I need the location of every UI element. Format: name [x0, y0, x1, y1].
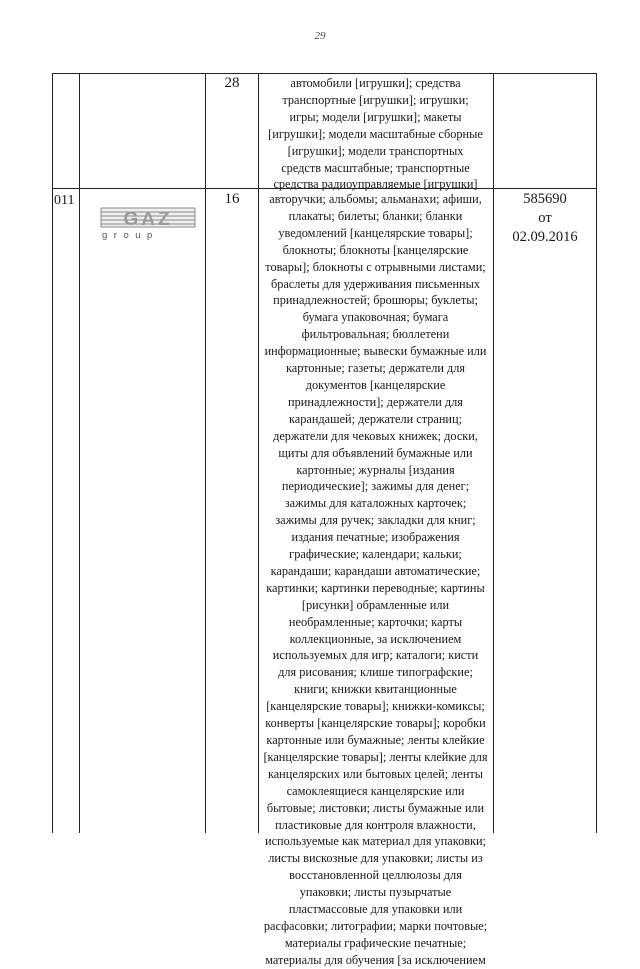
goods-line: периодические]; зажимы для денег; [281, 479, 470, 494]
goods-line: зажимы для каталожных карточек; [284, 496, 467, 511]
registration-date: 02.09.2016 [512, 229, 578, 245]
goods-line: самоклеящиеся канцелярские или [286, 783, 465, 798]
gaz-group-logo [100, 205, 196, 245]
goods-line: автомобили [игрушки]; средства [290, 76, 461, 90]
goods-line: издания печатные; изображения [291, 530, 460, 545]
goods-line: для рисования; клише типографские; [278, 665, 473, 680]
goods-line: фильтровальная; бюллетени [301, 327, 450, 342]
goods-line: картинки; картинки переводные; картины [266, 580, 485, 595]
row1-class-number: 28 [224, 75, 240, 91]
column-divider-4 [493, 73, 494, 833]
goods-line: бытовые; листовки; листы бумажные или [266, 800, 485, 815]
goods-line: материалы графические печатные; [284, 935, 467, 950]
goods-line: расфасовки; литографии; марки почтовые; [263, 918, 488, 933]
goods-line: транспортные [игрушки]; игрушки; [282, 92, 469, 107]
table-top-border [52, 73, 597, 74]
goods-line: восстановленной целлюлозы для [289, 868, 462, 883]
goods-line: товары]; блокноты с отрывными листами; [265, 259, 486, 274]
goods-line: браслеты для удерживания письменных [270, 276, 481, 291]
goods-line: канцелярских или бытовых целей; ленты [267, 766, 484, 781]
goods-line: листы вискозные для упаковки; листы из [268, 851, 483, 866]
goods-line: блокноты; блокноты [канцелярские [282, 242, 469, 257]
column-divider-1 [79, 73, 80, 833]
goods-line: зажимы для ручек; закладки для книг; [275, 513, 476, 528]
logo-text: GAZ [123, 209, 173, 229]
row1-goods-list [259, 75, 492, 193]
goods-line: информационные; вывески бумажные или [264, 344, 487, 359]
goods-line: материалы для обучения [за исключением [265, 952, 486, 967]
goods-line: графические; календари; кальки; [289, 547, 462, 562]
goods-line: конверты [канцелярские товары]; коробки [265, 716, 486, 731]
row2-number: 011 [54, 193, 75, 208]
goods-line: карандаши; карандаши автоматические; [270, 563, 481, 578]
goods-line: упаковки; листы пузырчатые [299, 885, 452, 900]
goods-line: плакаты; билеты; бланки; бланки [288, 208, 463, 223]
goods-line: бумага упаковочная; бумага [302, 310, 449, 325]
goods-line: документов [канцелярские [305, 377, 446, 392]
goods-line: щиты для объявлений бумажные или [278, 445, 473, 460]
goods-line: [рисунки] обрамленные или [301, 597, 450, 612]
goods-line: авторучки; альбомы; альманахи; афиши, [269, 192, 482, 206]
goods-line: пластиковые для контроля влажности, [275, 817, 476, 832]
table-right-border [596, 73, 597, 833]
goods-line: [игрушки]; модели масштабные сборные [268, 126, 483, 141]
goods-line: игры; модели [игрушки]; макеты [289, 109, 462, 124]
logo-subtext: group [102, 230, 159, 241]
goods-line: используемые как материал для упаковки; [264, 834, 487, 849]
table-left-border [52, 73, 53, 833]
registration-info [494, 190, 596, 247]
gaz-logo-mark [100, 205, 196, 229]
goods-line: пластмассовые для упаковки или [288, 902, 463, 917]
goods-line: коллекционные, за исключением [289, 631, 462, 646]
goods-line: принадлежности]; держатели для [288, 394, 463, 409]
row2-goods-list [259, 191, 492, 969]
goods-line: используемых для игр; каталоги; кисти [272, 648, 479, 663]
column-divider-2 [205, 73, 206, 833]
registration-from: от [538, 210, 552, 226]
row2-class-number: 16 [224, 191, 240, 207]
goods-line: [канцелярские товары]; ленты клейкие для [263, 749, 488, 764]
goods-line: средств масштабные; транспортные [281, 160, 470, 175]
goods-line: карандашей; держатели страниц; [288, 411, 462, 426]
goods-line: необрамленные; карточки; карты [288, 614, 463, 629]
goods-line: картонные; журналы [издания [296, 462, 455, 477]
page-number: 29 [314, 30, 326, 42]
goods-line: книги; книжки квитанционные [294, 682, 457, 697]
registration-number: 585690 [523, 191, 567, 207]
goods-line: картонные или бумажные; ленты клейкие [266, 733, 485, 747]
goods-line: принадлежностей; брошюры; буклеты; [273, 293, 478, 308]
goods-line: [канцелярские товары]; книжки-комиксы; [266, 699, 485, 714]
goods-line: держатели для чековых книжек; доски, [273, 428, 478, 443]
goods-line: [игрушки]; модели транспортных [287, 143, 464, 158]
goods-line: уведомлений [канцелярские товары]; [278, 225, 473, 240]
goods-line: средства радиоуправляемые [игрушки] [273, 177, 478, 192]
goods-line: картонные; газеты; держатели для [285, 361, 466, 376]
